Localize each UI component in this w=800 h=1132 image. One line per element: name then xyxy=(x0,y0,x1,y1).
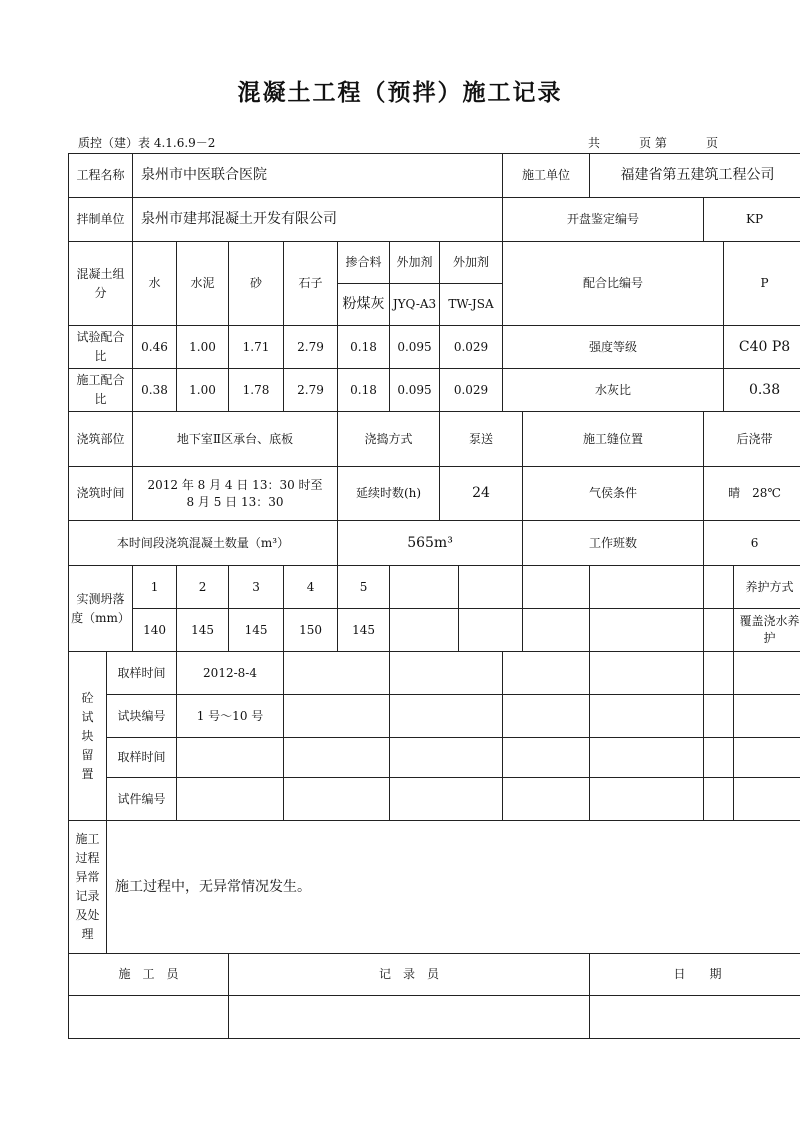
sample-time-empty-4 xyxy=(590,652,704,695)
slump-label: 实测坍落度（mm） xyxy=(69,566,133,652)
slump-value-empty-5 xyxy=(704,609,734,652)
row-composition-a xyxy=(69,242,800,284)
block-no-empty-5 xyxy=(704,695,734,738)
page-count xyxy=(588,134,718,151)
sample-time-empty-3 xyxy=(503,652,590,695)
piece-no-empty-3 xyxy=(503,778,590,821)
site-ratio-label: 施工配合比 xyxy=(69,369,133,412)
wc-value: 0.38 xyxy=(724,369,800,412)
row-site-ratio xyxy=(69,369,800,412)
sample-time-label: 取样时间 xyxy=(107,652,177,695)
mixer-value: 泉州市建邦混凝土开发有限公司 xyxy=(133,198,503,242)
pour-method-label: 浇捣方式 xyxy=(338,412,440,467)
slump-value-3: 145 xyxy=(229,609,284,652)
admixture-name: 粉煤灰 xyxy=(338,284,390,326)
block-no-empty-2 xyxy=(390,695,503,738)
additive-2-name: TW-JSA xyxy=(440,284,503,326)
sample-time-empty-5 xyxy=(704,652,734,695)
site-ratio-water: 0.38 xyxy=(133,369,177,412)
curing-value: 覆盖浇水养护 xyxy=(734,609,800,652)
construction-record-table xyxy=(68,153,800,1039)
curing-label: 养护方式 xyxy=(734,566,800,609)
worker-label: 施 工 员 xyxy=(69,954,229,996)
row-signature-values xyxy=(69,996,800,1039)
constructor-label: 施工单位 xyxy=(503,154,590,198)
row-mixer xyxy=(69,198,800,242)
strength-value: C40 P8 xyxy=(724,326,800,369)
test-ratio-water: 0.46 xyxy=(133,326,177,369)
slump-index-2: 2 xyxy=(177,566,229,609)
sample-time-value: 2012-8-4 xyxy=(177,652,284,695)
form-code: 质控（建）表 4.1.6.9－2 xyxy=(78,136,216,150)
test-ratio-sand: 1.71 xyxy=(229,326,284,369)
slump-index-4: 4 xyxy=(284,566,338,609)
block-no-empty-6 xyxy=(734,695,800,738)
test-ratio-additive-1: 0.095 xyxy=(390,326,440,369)
slump-index-5: 5 xyxy=(338,566,390,609)
row-quantity xyxy=(69,521,800,566)
slump-index-1: 1 xyxy=(133,566,177,609)
row-pour-part xyxy=(69,412,800,467)
sample-time-empty-2 xyxy=(390,652,503,695)
piece-no-empty-6 xyxy=(734,778,800,821)
strength-label: 强度等级 xyxy=(503,326,724,369)
block-no-empty-3 xyxy=(503,695,590,738)
recorder-label: 记 录 员 xyxy=(229,954,590,996)
additive-1-name: JYQ-A3 xyxy=(390,284,440,326)
joint-value: 后浇带 xyxy=(704,412,800,467)
site-ratio-admixture: 0.18 xyxy=(338,369,390,412)
site-ratio-stone: 2.79 xyxy=(284,369,338,412)
slump-value-empty-1 xyxy=(390,609,459,652)
pour-time-value xyxy=(133,467,338,521)
test-ratio-admixture: 0.18 xyxy=(338,326,390,369)
page-end-label: 页 xyxy=(705,136,718,150)
quantity-value: 565m³ xyxy=(338,521,523,566)
mix-no-value: P xyxy=(724,242,800,326)
slump-index-empty-2 xyxy=(459,566,523,609)
slump-value-empty-4 xyxy=(590,609,704,652)
block-no-label: 试块编号 xyxy=(107,695,177,738)
piece-no-empty-1 xyxy=(284,778,390,821)
pour-part-label: 浇筑部位 xyxy=(69,412,133,467)
wc-label: 水灰比 xyxy=(503,369,724,412)
row-signature-labels xyxy=(69,954,800,996)
page-label: 页 第 xyxy=(639,136,667,150)
row-pour-time xyxy=(69,467,800,521)
test-ratio-additive-2: 0.029 xyxy=(440,326,503,369)
weather-label: 气侯条件 xyxy=(523,467,704,521)
row-project xyxy=(69,154,800,198)
sample-time-2-empty-0 xyxy=(177,738,284,778)
abnormal-value: 施工过程中，无异常情况发生。 xyxy=(107,821,800,954)
row-slump-index xyxy=(69,566,800,609)
sample-time-2-empty-4 xyxy=(590,738,704,778)
comp-cement: 水泥 xyxy=(177,242,229,326)
slump-value-4: 150 xyxy=(284,609,338,652)
slump-value-1: 140 xyxy=(133,609,177,652)
mixer-label: 拌制单位 xyxy=(69,198,133,242)
sample-time-2-empty-2 xyxy=(390,738,503,778)
test-ratio-label: 试验配合比 xyxy=(69,326,133,369)
slump-index-empty-5 xyxy=(704,566,734,609)
project-label: 工程名称 xyxy=(69,154,133,198)
sample-time-empty-6 xyxy=(734,652,800,695)
site-ratio-additive-2: 0.029 xyxy=(440,369,503,412)
block-no-empty-4 xyxy=(590,695,704,738)
duration-value: 24 xyxy=(440,467,523,521)
site-ratio-cement: 1.00 xyxy=(177,369,229,412)
slump-index-3: 3 xyxy=(229,566,284,609)
constructor-value: 福建省第五建筑工程公司 xyxy=(590,154,800,198)
sample-time-label-2: 取样时间 xyxy=(107,738,177,778)
row-abnormal xyxy=(69,821,800,954)
comp-additive-1: 外加剂 xyxy=(390,242,440,284)
abnormal-label-text: 施工过程异常记录及处理 xyxy=(75,832,100,941)
comp-stone: 石子 xyxy=(284,242,338,326)
shifts-value: 6 xyxy=(704,521,800,566)
pour-time-line-1: 2012 年 8 月 4 日 13：30 时至 xyxy=(147,477,323,492)
slump-value-2: 145 xyxy=(177,609,229,652)
open-id-value: KP xyxy=(704,198,800,242)
row-block-no xyxy=(69,695,800,738)
page-total-label: 共 xyxy=(588,136,601,150)
duration-label: 延续时数(h) xyxy=(338,467,440,521)
row-test-ratio xyxy=(69,326,800,369)
piece-no-label: 试件编号 xyxy=(107,778,177,821)
piece-no-empty-4 xyxy=(590,778,704,821)
sample-time-2-empty-1 xyxy=(284,738,390,778)
comp-admixture: 掺合料 xyxy=(338,242,390,284)
quantity-label: 本时间段浇筑混凝土数量（m³） xyxy=(69,521,338,566)
piece-no-empty-0 xyxy=(177,778,284,821)
slump-index-empty-1 xyxy=(390,566,459,609)
abnormal-label xyxy=(69,821,107,954)
mix-no-label: 配合比编号 xyxy=(503,242,724,326)
comp-additive-2: 外加剂 xyxy=(440,242,503,284)
row-slump-values xyxy=(69,609,800,652)
document-title: 混凝土工程（预拌）施工记录 xyxy=(237,80,563,106)
joint-label: 施工缝位置 xyxy=(523,412,704,467)
slump-index-empty-4 xyxy=(590,566,704,609)
test-ratio-stone: 2.79 xyxy=(284,326,338,369)
pour-part-value: 地下室Ⅱ区承台、底板 xyxy=(133,412,338,467)
slump-value-empty-2 xyxy=(459,609,523,652)
piece-no-empty-5 xyxy=(704,778,734,821)
sample-time-empty-1 xyxy=(284,652,390,695)
block-no-value: 1 号～10 号 xyxy=(177,695,284,738)
specimen-label-text: 砼试块留置 xyxy=(81,690,94,781)
site-ratio-sand: 1.78 xyxy=(229,369,284,412)
shifts-label: 工作班数 xyxy=(523,521,704,566)
specimen-label xyxy=(69,652,107,821)
row-piece-no xyxy=(69,778,800,821)
worker-signature xyxy=(69,996,229,1039)
comp-sand: 砂 xyxy=(229,242,284,326)
slump-index-empty-3 xyxy=(523,566,590,609)
sample-time-2-empty-5 xyxy=(704,738,734,778)
slump-value-5: 145 xyxy=(338,609,390,652)
date-value xyxy=(590,996,800,1039)
open-id-label: 开盘鉴定编号 xyxy=(503,198,704,242)
weather-value: 晴 28℃ xyxy=(704,467,800,521)
pour-method-value: 泵送 xyxy=(440,412,523,467)
pour-time-label: 浇筑时间 xyxy=(69,467,133,521)
slump-value-empty-3 xyxy=(523,609,590,652)
row-sample-time xyxy=(69,652,800,695)
block-no-empty-1 xyxy=(284,695,390,738)
pour-time-line-2: 8 月 5 日 13：30 xyxy=(186,494,284,509)
composition-label: 混凝土组分 xyxy=(69,242,133,326)
test-ratio-cement: 1.00 xyxy=(177,326,229,369)
comp-water: 水 xyxy=(133,242,177,326)
piece-no-empty-2 xyxy=(390,778,503,821)
project-value: 泉州市中医联合医院 xyxy=(133,154,503,198)
sample-time-2-empty-6 xyxy=(734,738,800,778)
date-label: 日 期 xyxy=(590,954,800,996)
row-sample-time-2 xyxy=(69,738,800,778)
sample-time-2-empty-3 xyxy=(503,738,590,778)
recorder-signature xyxy=(229,996,590,1039)
site-ratio-additive-1: 0.095 xyxy=(390,369,440,412)
